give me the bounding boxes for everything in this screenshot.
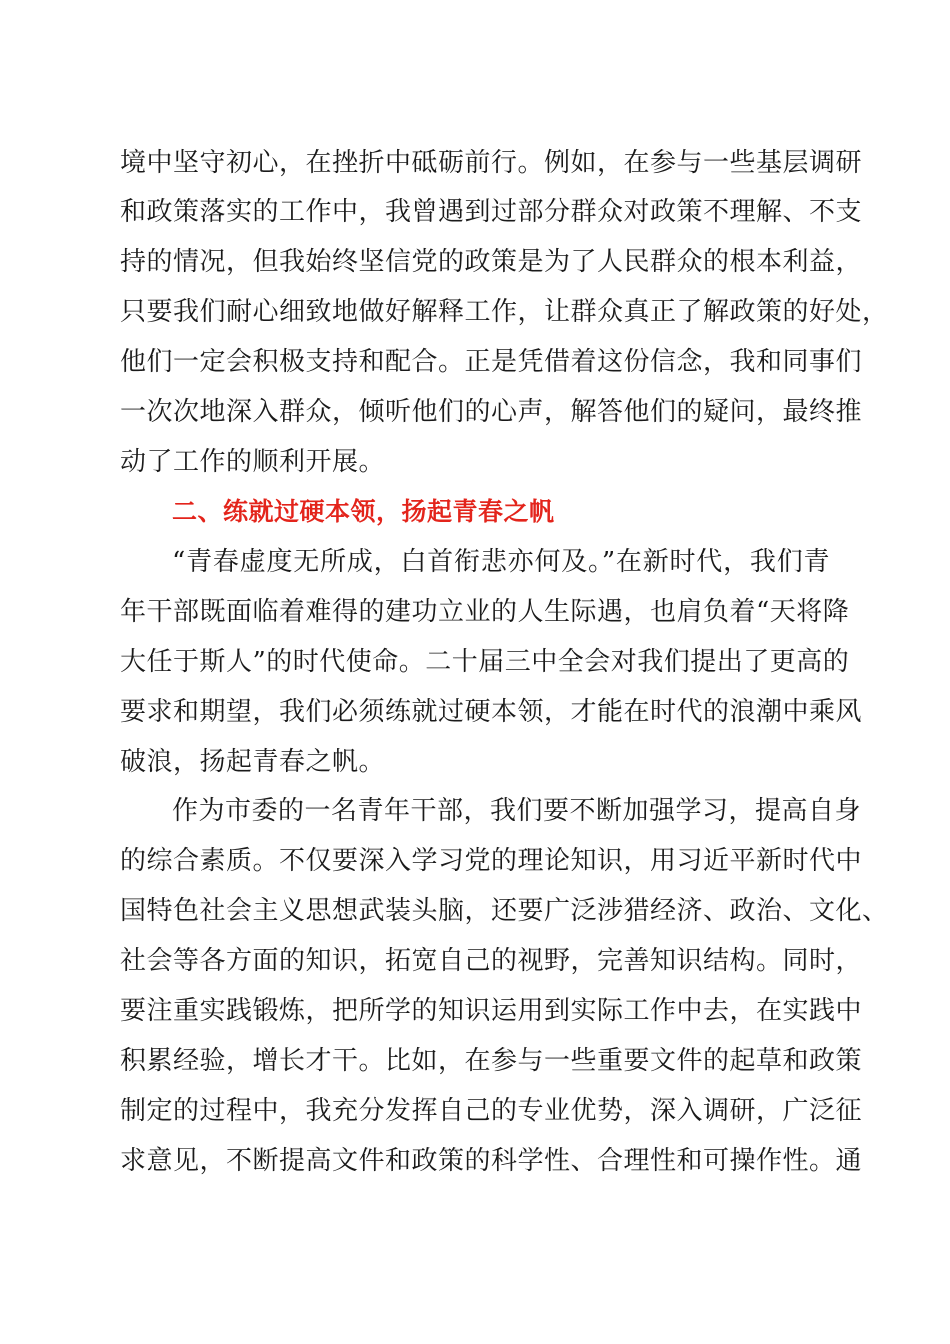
paragraph-line: 持的情况，但我始终坚信党的政策是为了人民群众的根本利益， — [120, 247, 863, 277]
paragraph-line: 境中坚守初心，在挫折中砥砺前行。例如，在参与一些基层调研 — [120, 148, 863, 178]
paragraph-line: 社会等各方面的知识，拓宽自己的视野，完善知识结构。同时， — [120, 946, 863, 976]
paragraph-line: 求意见，不断提高文件和政策的科学性、合理性和可操作性。通 — [120, 1146, 863, 1176]
paragraph-line: 他们一定会积极支持和配合。正是凭借着这份信念，我和同事们 — [120, 347, 863, 377]
section-heading: 二、练就过硬本领，扬起青春之帆 — [172, 497, 555, 526]
paragraph-line: 只要我们耐心细致地做好解释工作，让群众真正了解政策的好处， — [120, 297, 889, 327]
paragraph-first-line: “青春虚度无所成，白首衔悲亦何及。”在新时代，我们青 — [172, 547, 830, 577]
paragraph-line: 要注重实践锻炼，把所学的知识运用到实际工作中去，在实践中 — [120, 996, 863, 1026]
paragraph-line: 动了工作的顺利开展。 — [120, 447, 386, 477]
paragraph-line: 积累经验，增长才干。比如，在参与一些重要文件的起草和政策 — [120, 1046, 863, 1076]
paragraph-line: 大任于斯人”的时代使命。二十届三中全会对我们提出了更高的 — [120, 647, 850, 677]
paragraph-line: 要求和期望，我们必须练就过硬本领，才能在时代的浪潮中乘风 — [120, 697, 863, 727]
paragraph-line: 国特色社会主义思想武装头脑，还要广泛涉猎经济、政治、文化、 — [120, 896, 889, 926]
paragraph-line: 的综合素质。不仅要深入学习党的理论知识，用习近平新时代中 — [120, 846, 863, 876]
paragraph-line: 年干部既面临着难得的建功立业的人生际遇，也肩负着“天将降 — [120, 597, 850, 627]
paragraph-line: 制定的过程中，我充分发挥自己的专业优势，深入调研，广泛征 — [120, 1096, 863, 1126]
paragraph-line: 破浪，扬起青春之帆。 — [120, 747, 386, 777]
paragraph-first-line: 作为市委的一名青年干部，我们要不断加强学习，提高自身 — [172, 796, 862, 826]
paragraph-line: 一次次地深入群众，倾听他们的心声，解答他们的疑问，最终推 — [120, 397, 863, 427]
paragraph-line: 和政策落实的工作中，我曾遇到过部分群众对政策不理解、不支 — [120, 197, 863, 227]
